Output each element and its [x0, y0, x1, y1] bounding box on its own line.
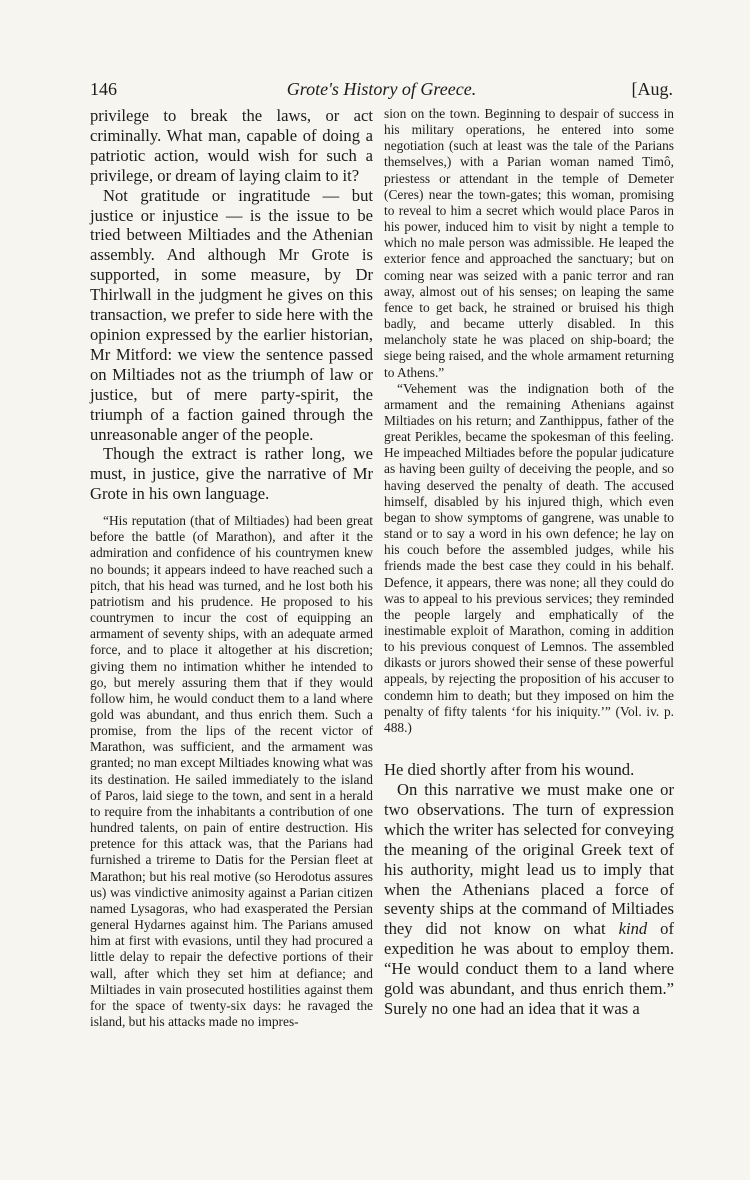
- text-run: of expedition he was about to employ them. “He would conduct them to a land where gold was abundant, and thus enrich them.” Surely no one had an idea that it was a: [384, 919, 674, 1018]
- body-paragraph: He died shortly after from his wound.: [384, 760, 635, 780]
- left-column: [90, 106, 373, 1030]
- running-title: Grote's History of Greece.: [286, 79, 477, 99]
- body-paragraph: privilege to break the laws, or act criminally. What man, capable of doing a patriotic action, would wish for such a privilege, or dream of laying claim to it?: [90, 106, 373, 185]
- right-column: [384, 106, 674, 1019]
- body-paragraph: [384, 780, 674, 1019]
- block-quote: “His reputation (that of Miltiades) had been great before the battle (of Marathon), and after it the admiration and confidence of his countrymen knew no bounds; it appears indeed to have reached such a pitch, that his head was turned, and he lost both his patriotism and his prudence. He proposed to his countrymen to incur the cost of equipping an armament of seventy ships, with an adequate armed force, and to place it altogether at his discretion; giving them no intimation whither he intended to go, but merely assuring them that if they would follow him, he would conduct them to a land where gold was abundant, and thus enrich them. Such a promise, from the lips of the recent victor of Marathon, was sufficient, and the armament was granted; no man except Miltiades knowing what was its destination. He sailed immediately to the island of Paros, laid siege to the town, and sent in a herald to require from the inhabitants a contribution of one hundred talents, on pain of entire destruction. His pretence for this attack was, that the Parians had furnished a trireme to Datis for the Persian fleet at Marathon; but his real motive (so Herodotus assures us) was vindictive animosity against a Parian citizen named Lysagoras, who had exasperated the Persian general Hydarnes against him. The Parians amused him at first with evasions, until they had procured a little delay to repair the defective portions of their wall, after which they set him at defiance; and Miltiades in vain prosecuted hostilities against them for the space of twenty-six days: he ravaged the island, but his attacks made no impres-: [90, 513, 373, 1029]
- running-header: [90, 78, 673, 100]
- text-run: On this narrative we must make one or two observations. The turn of expression which the writer has selected for conveying the meaning of the original Greek text of his authority, might lead us to imply that when the Athenians placed a force of seventy ships at the command of Miltiades they did not know on what: [384, 780, 674, 939]
- running-month: [Aug.: [631, 79, 673, 99]
- block-quote-continued: sion on the town. Beginning to despair of success in his military operations, he entered into some negotiation (such at least was the tale of the Parians themselves,) with a Parian woman named Timô, priestess or attendant in the temple of Demeter (Ceres) near the town-gates; this woman, promising to reveal to him a secret which would place Paros in his power, induced him to visit by night a temple to which no male person was admissible. He leaped the exterior fence and approached the sanctuary; but on coming near was seized with a panic terror and ran away, almost out of his senses; on leaping the same fence to get back, he strained or bruised his thigh badly, and became utterly disabled. In this melancholy state he was placed on ship-board; the siege being raised, and the whole armament returning to Athens.”: [384, 106, 674, 380]
- emphasis-text: kind: [618, 919, 648, 939]
- body-paragraph: Though the extract is rather long, we must, in justice, give the narrative of Mr Grote in his own language.: [90, 444, 373, 504]
- block-quote: “Vehement was the indignation both of the armament and the remaining Athenians against Miltiades on his return; and Zanthippus, father of the great Perikles, became the spokesman of this feeling. He impeached Miltiades before the popular judicature as having been guilty of deceiving the people, and so having deserved the penalty of death. The accused himself, disabled by his injured thigh, which even began to show symptoms of gangrene, was unable to stand or to say a word in his own defence; he lay on his couch before the assembled judges, while his friends made the best case they could in his behalf. Defence, it appears, there was none; all they could do was to appeal to his previous services; they reminded the people largely and emphatically of the inestimable exploit of Marathon, coming in addition to his previous conquest of Lemnos. The assembled dikasts or jurors showed their sense of these powerful appeals, by rejecting the proposition of his accuser to condemn him to death; but they imposed on him the penalty of fifty talents ‘for his iniquity.’” (Vol. iv. p. 488.): [384, 380, 674, 735]
- body-paragraph: Not gratitude or ingratitude — but justice or injustice — is the issue to be tried between Miltiades and the Athenian assembly. And although Mr Grote is supported, in some measure, by Dr Thirlwall in the judgment he gives on this transaction, we prefer to side here with the opinion expressed by the earlier historian, Mr Mitford: we view the sentence passed on Miltiades not as the triumph of law or justice, but of mere party-spirit, the triumph of a faction gained through the unreasonable anger of the people.: [90, 185, 373, 444]
- page-number: 146: [90, 79, 117, 99]
